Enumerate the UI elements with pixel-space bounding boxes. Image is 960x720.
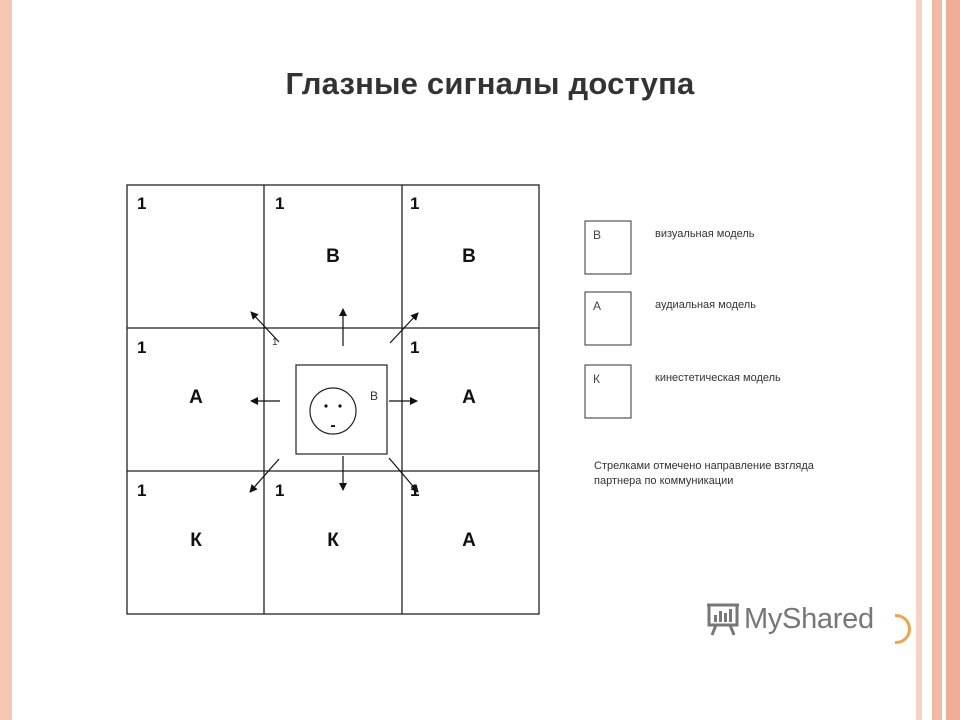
cell-7-letter: К [190,530,202,551]
legend [585,221,781,418]
face-mouth: - [330,417,336,434]
legend-box-kinesthetic [585,365,631,418]
cell-6-number: 1 [410,338,420,357]
center-small-number: 1 [272,337,278,348]
cell-8-number: 1 [275,481,285,500]
legend-label-kinesthetic: кинестетическая модель [655,372,781,384]
cell-2-letter: В [326,246,340,267]
slide-title: Глазные сигналы доступа [285,66,695,101]
legend-key-kinesthetic: К [593,372,600,386]
arrow-down-right [389,458,418,492]
arrow-up-left [251,312,279,342]
cell-2-number: 1 [275,194,285,213]
legend-key-auditory: А [593,299,602,313]
cell-1-number: 1 [137,194,147,213]
cell-8-letter: К [327,530,339,551]
cell-4-letter: А [189,387,203,408]
face-left-eye [324,404,327,407]
arrows-note: Стрелками отмечено направление взгляда партнера по коммуникации [594,460,814,487]
cell-7-number: 1 [137,481,147,500]
cell-9-letter: А [462,530,476,551]
watermark-text: MyShared [744,602,874,635]
presentation-board-icon [706,602,740,636]
face-right-eye [338,404,341,407]
legend-label-visual: визуальная модель [655,228,755,240]
cell-6-letter: А [462,387,476,408]
legend-label-auditory: аудиальная модель [655,299,756,311]
watermark-logo [706,602,874,636]
cell-3-letter: В [462,246,476,267]
cell-4-number: 1 [137,338,147,357]
legend-box-auditory [585,292,631,345]
cell-9-number: 1 [410,481,420,500]
center-label: В [370,389,379,403]
legend-box-visual [585,221,631,274]
cell-3-number: 1 [410,194,420,213]
legend-key-visual: В [593,228,602,242]
